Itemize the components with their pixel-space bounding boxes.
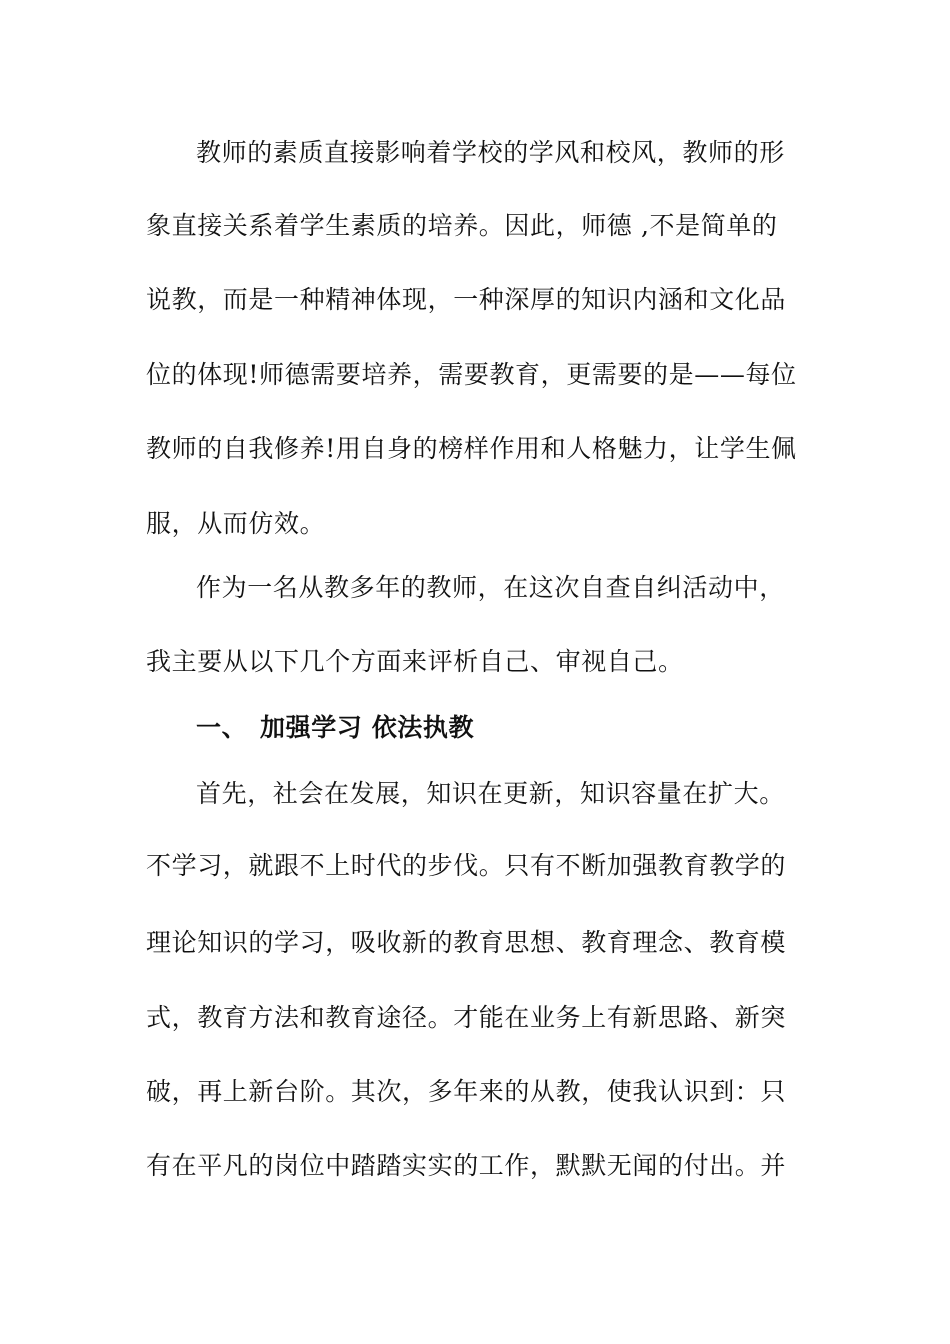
paragraph-1-line-6: 服，从而仿效。 [146,509,326,538]
paragraph-3-line-3: 理论知识的学习，吸收新的教育思想、教育理念、教育模 [146,928,787,957]
paragraph-3-line-4: 式，教育方法和教育途径。才能在业务上有新思路、新突 [146,1003,787,1032]
paragraph-1-line-3: 说教，而是一种精神体现，一种深厚的知识内涵和文化品 [146,285,787,314]
paragraph-1-line-4: 位的体现!师德需要培养，需要教育，更需要的是——每位 [146,360,797,389]
section-heading [196,713,474,743]
paragraph-2-line-1: 作为一名从教多年的教师，在这次自查自纠活动中， [196,573,785,602]
paragraph-1-line-2: 象直接关系着学生素质的培养。因此，师德 ,不是简单的 [146,211,778,240]
paragraph-3-line-5: 破，再上新台阶。其次，多年来的从教，使我认识到：只 [146,1077,787,1106]
paragraph-3-line-6: 有在平凡的岗位中踏踏实实的工作，默默无闻的付出。并 [146,1151,787,1180]
paragraph-1-line-1: 教师的素质直接影响着学校的学风和校风，教师的形 [196,138,785,167]
paragraph-1-line-5: 教师的自我修养!用自身的榜样作用和人格魅力，让学生佩 [146,434,797,463]
section-heading-number: 一、 [196,713,248,742]
paragraph-2-line-2: 我主要从以下几个方面来评析自己、审视自己。 [146,647,684,676]
section-heading-title: 加强学习 依法执教 [260,713,475,742]
paragraph-3-line-1: 首先，社会在发展，知识在更新，知识容量在扩大。 [196,779,785,808]
paragraph-3-line-2: 不学习，就跟不上时代的步伐。只有不断加强教育教学的 [146,851,787,880]
